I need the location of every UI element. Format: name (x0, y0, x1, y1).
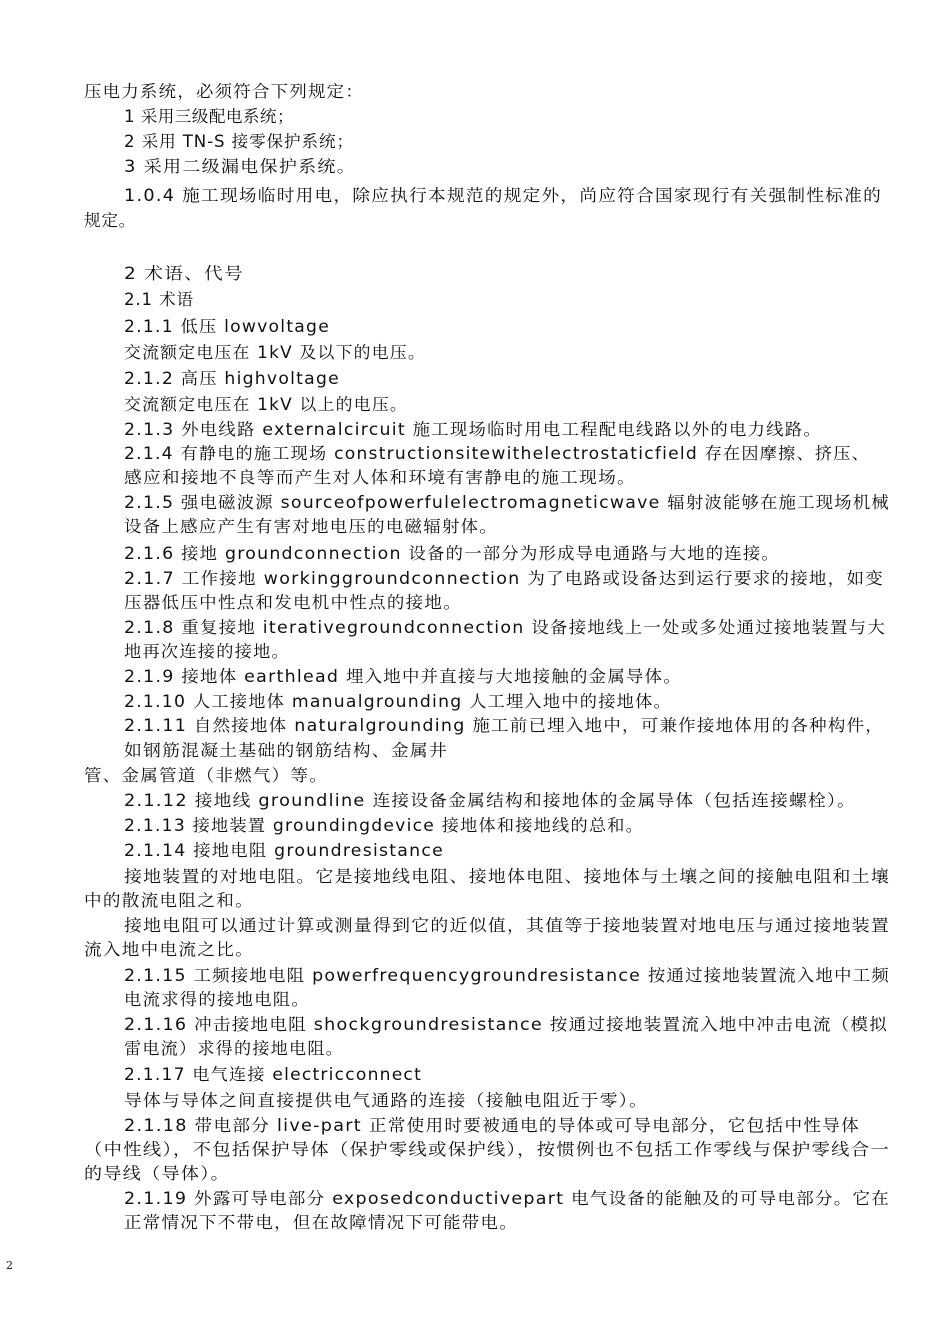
term-2-1-14-note-line-1: 接地电阻可以通过计算或测量得到它的近似值，其值等于接地装置对地电压与通过接地装置 (124, 916, 891, 935)
chapter-heading: 2 术语、代号 (124, 264, 244, 283)
term-2-1-11-line-3: 管、金属管道（非燃气）等。 (84, 766, 328, 785)
term-2-1-7-line-1: 2.1.7 工作接地 workinggroundconnection 为了电路或设备达到运行要求的接地，如变 (124, 569, 884, 588)
term-2-1-4-line-1: 2.1.4 有静电的施工现场 constructionsitewithelectrostaticfield 存在因摩擦、挤压、 (124, 444, 870, 463)
list-item-2: 2 采用 TN-S 接零保护系统； (124, 132, 354, 151)
term-2-1-2-definition: 交流额定电压在 1kV 以上的电压。 (124, 395, 408, 414)
term-2-1-18-line-1: 2.1.18 带电部分 live-part 正常使用时要被通电的导体或可导电部分，它包括中性导体 (124, 1116, 860, 1135)
term-2-1-8-line-2: 地再次连接的接地。 (124, 642, 290, 661)
term-2-1-14-definition-line-1: 接地装置的对地电阻。它是接地线电阻、接地体电阻、接地体与土壤之间的接触电阻和土壤 (124, 867, 891, 886)
term-2-1-7-line-2: 压器低压中性点和发电机中性点的接地。 (124, 593, 462, 612)
term-2-1-6: 2.1.6 接地 groundconnection 设备的一部分为形成导电通路与大地的连接。 (124, 544, 780, 563)
term-2-1-5-line-2: 设备上感应产生有害对地电压的电磁辐射体。 (124, 517, 499, 536)
term-2-1-4-line-2: 感应和接地不良等而产生对人体和环境有害静电的施工现场。 (124, 468, 636, 487)
list-item-3: 3 采用二级漏电保护系统。 (124, 157, 356, 176)
term-2-1-14: 2.1.14 接地电阻 groundresistance (124, 841, 444, 860)
term-2-1-17-definition: 导体与导体之间直接提供电气通路的连接（接触电阻近于零）。 (124, 1091, 648, 1110)
term-2-1-3: 2.1.3 外电线路 externalcircuit 施工现场临时用电工程配电线路以外的电力线路。 (124, 420, 822, 439)
term-2-1-9: 2.1.9 接地体 earthlead 埋入地中并直接与大地接触的金属导体。 (124, 667, 682, 686)
clause-1-0-4-line-1: 1.0.4 施工现场临时用电，除应执行本规范的规定外，尚应符合国家现行有关强制性标准的 (124, 186, 882, 205)
text-line-1: 压电力系统，必须符合下列规定： (84, 82, 364, 101)
term-2-1-18-line-3: 的导线（导体）。 (84, 1164, 230, 1183)
section-heading: 2.1 术语 (124, 290, 194, 309)
term-2-1-14-definition-line-2: 中的散流电阻之和。 (84, 891, 254, 910)
term-2-1-2: 2.1.2 高压 highvoltage (124, 369, 340, 388)
term-2-1-8-line-1: 2.1.8 重复接地 iterativegroundconnection 设备接地线上一处或多处通过接地装置与大 (124, 618, 886, 637)
term-2-1-15-line-2: 电流求得的接地电阻。 (124, 990, 310, 1009)
list-item-1: 1 采用三级配电系统； (124, 107, 294, 126)
term-2-1-10: 2.1.10 人工接地体 manualgrounding 人工埋入地中的接地体。 (124, 692, 672, 711)
term-2-1-13: 2.1.13 接地装置 groundingdevice 接地体和接地线的总和。 (124, 816, 644, 835)
clause-1-0-4-line-2: 规定。 (84, 211, 136, 230)
term-2-1-1: 2.1.1 低压 lowvoltage (124, 317, 330, 336)
term-2-1-1-definition: 交流额定电压在 1kV 及以下的电压。 (124, 343, 426, 362)
term-2-1-19-line-2: 正常情况下不带电，但在故障情况下可能带电。 (124, 1213, 518, 1232)
term-2-1-14-note-line-2: 流入地中电流之比。 (84, 940, 254, 959)
term-2-1-5-line-1: 2.1.5 强电磁波源 sourceofpowerfulelectromagneticwave 辐射波能够在施工现场机械 (124, 493, 891, 512)
term-2-1-17: 2.1.17 电气连接 electricconnect (124, 1065, 422, 1084)
term-2-1-11-line-2: 如钢筋混凝土基础的钢筋结构、金属井 (124, 741, 448, 760)
term-2-1-16-line-1: 2.1.16 冲击接地电阻 shockgroundresistance 按通过接地装置流入地中冲击电流（模拟 (124, 1015, 888, 1034)
page-number: 2 (6, 1259, 13, 1272)
term-2-1-19-line-1: 2.1.19 外露可导电部分 exposedconductivepart 电气设备的能触及的可导电部分。它在 (124, 1189, 890, 1208)
term-2-1-18-line-2: （中性线），不包括保护导体（保护零线或保护线），按惯例也不包括工作零线与保护零线合一 (84, 1140, 891, 1159)
term-2-1-15-line-1: 2.1.15 工频接地电阻 powerfrequencygroundresistance 按通过接地装置流入地中工频 (124, 966, 890, 985)
term-2-1-12: 2.1.12 接地线 groundline 连接设备金属结构和接地体的金属导体（包括连接螺栓）。 (124, 791, 856, 810)
term-2-1-16-line-2: 雷电流）求得的接地电阻。 (124, 1039, 344, 1058)
term-2-1-11-line-1: 2.1.11 自然接地体 naturalgrounding 施工前已埋入地中，可兼作接地体用的各种构件， (124, 716, 884, 735)
